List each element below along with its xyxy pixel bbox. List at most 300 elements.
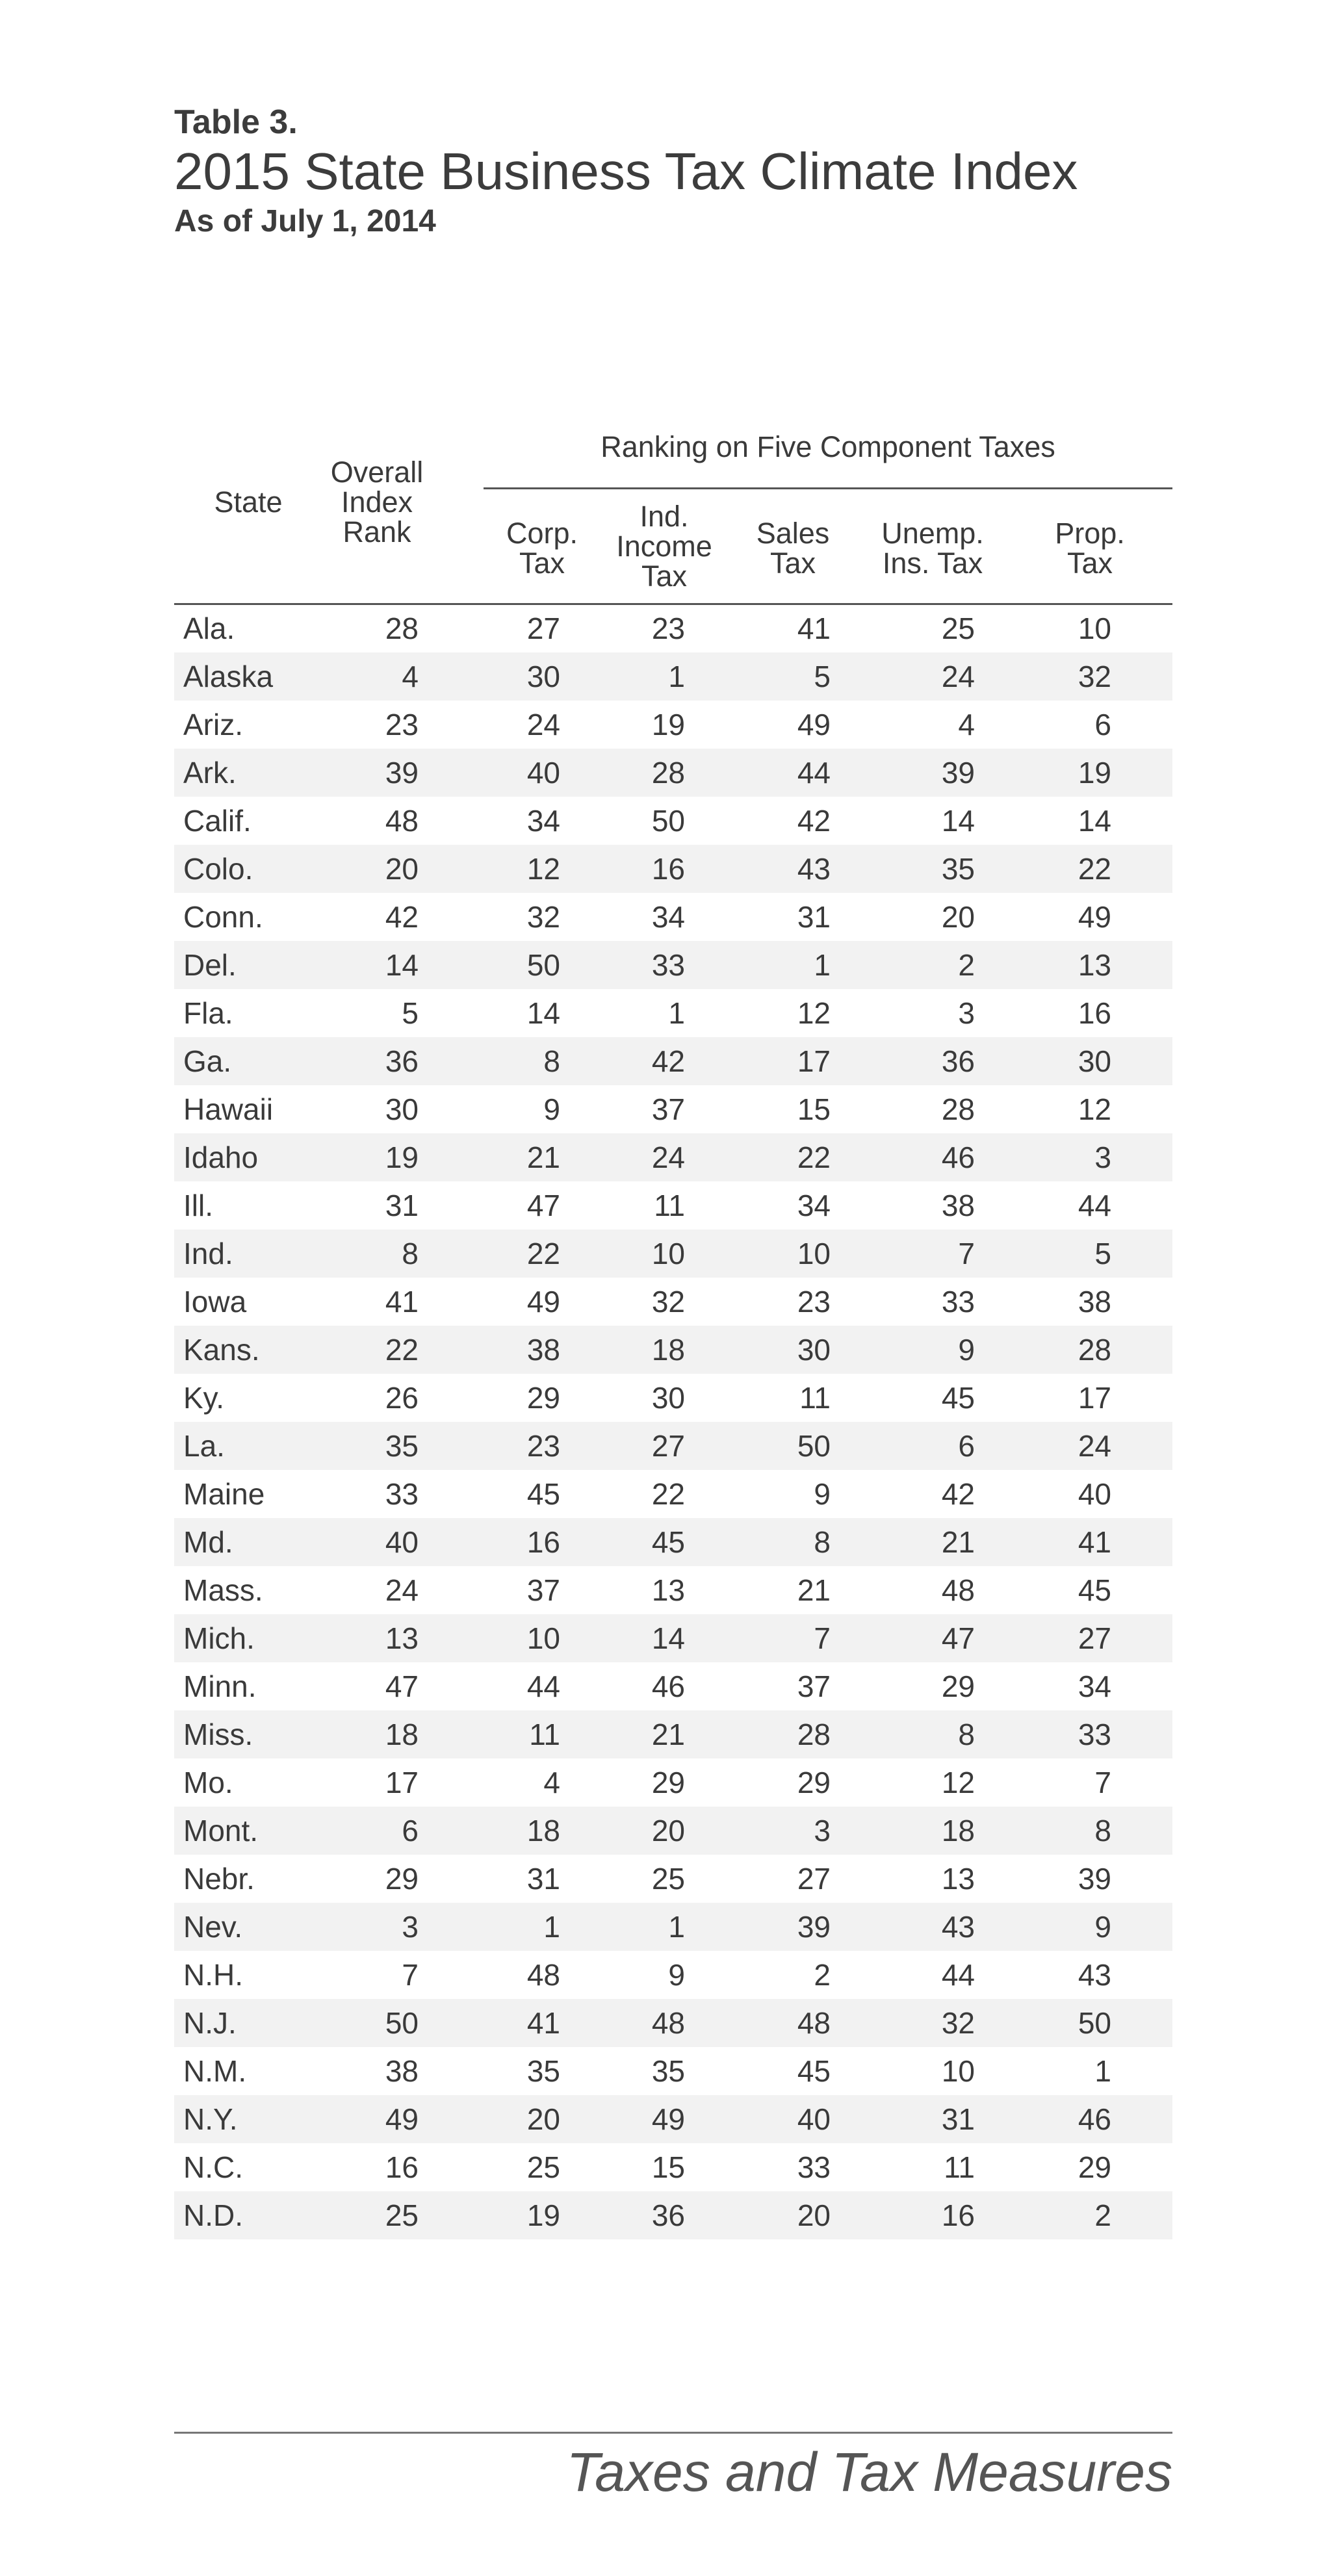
table-row bbox=[174, 1855, 1172, 1903]
cell-prop: 30 bbox=[1078, 1044, 1111, 1078]
cell-sales: 39 bbox=[797, 1910, 831, 1944]
col-header-sales-line2: Tax bbox=[769, 547, 816, 580]
header-rule bbox=[174, 603, 1172, 605]
table-row bbox=[174, 1470, 1172, 1518]
cell-overall: 24 bbox=[385, 1573, 419, 1607]
cell-ind: 23 bbox=[651, 612, 685, 645]
cell-overall: 50 bbox=[385, 2006, 419, 2040]
col-header-corp bbox=[484, 519, 601, 578]
table-row bbox=[174, 1807, 1172, 1855]
cell-overall: 16 bbox=[385, 2150, 419, 2184]
cell-unemp: 7 bbox=[958, 1237, 975, 1270]
cell-ind: 27 bbox=[651, 1429, 685, 1463]
cell-prop: 14 bbox=[1078, 804, 1111, 838]
col-header-prop-line2: Tax bbox=[1066, 547, 1113, 580]
table-row bbox=[174, 1566, 1172, 1614]
cell-overall: 31 bbox=[385, 1189, 419, 1222]
cell-corp: 1 bbox=[543, 1910, 560, 1944]
cell-ind: 11 bbox=[654, 1189, 685, 1222]
cell-ind: 45 bbox=[651, 1525, 685, 1559]
cell-overall: 8 bbox=[402, 1237, 419, 1270]
cell-ind: 20 bbox=[651, 1814, 685, 1848]
cell-ind: 49 bbox=[651, 2102, 685, 2136]
cell-unemp: 45 bbox=[941, 1381, 975, 1415]
cell-ind: 46 bbox=[651, 1669, 685, 1703]
cell-sales: 34 bbox=[797, 1189, 831, 1222]
cell-unemp: 6 bbox=[958, 1429, 975, 1463]
cell-state: Iowa bbox=[183, 1285, 247, 1319]
col-header-sales-line1: Sales bbox=[756, 517, 830, 550]
cell-overall: 48 bbox=[385, 804, 419, 838]
cell-sales: 12 bbox=[797, 996, 831, 1030]
cell-state: N.M. bbox=[183, 2054, 247, 2088]
cell-state: Mich. bbox=[183, 1621, 255, 1655]
cell-overall: 18 bbox=[385, 1718, 419, 1751]
cell-state: N.D. bbox=[183, 2198, 243, 2232]
cell-sales: 28 bbox=[797, 1718, 831, 1751]
col-header-ind-line1: Ind. bbox=[640, 500, 689, 533]
cell-sales: 37 bbox=[797, 1669, 831, 1703]
cell-corp: 27 bbox=[526, 612, 560, 645]
table-head bbox=[174, 422, 1172, 604]
cell-unemp: 43 bbox=[941, 1910, 975, 1944]
cell-state: Ill. bbox=[183, 1189, 213, 1222]
cell-unemp: 2 bbox=[958, 948, 975, 982]
cell-sales: 48 bbox=[797, 2006, 831, 2040]
cell-prop: 44 bbox=[1078, 1189, 1111, 1222]
cell-unemp: 25 bbox=[941, 612, 975, 645]
cell-corp: 8 bbox=[543, 1044, 560, 1078]
cell-prop: 41 bbox=[1078, 1525, 1111, 1559]
table-row bbox=[174, 1662, 1172, 1710]
cell-ind: 48 bbox=[651, 2006, 685, 2040]
cell-state: Nev. bbox=[183, 1910, 243, 1944]
cell-corp: 21 bbox=[526, 1140, 560, 1174]
cell-sales: 1 bbox=[814, 948, 831, 982]
cell-sales: 11 bbox=[799, 1381, 831, 1415]
footer-text: Taxes and Tax Measures bbox=[566, 2441, 1172, 2503]
cell-state: Minn. bbox=[183, 1669, 257, 1703]
cell-prop: 40 bbox=[1078, 1477, 1111, 1511]
cell-state: N.J. bbox=[183, 2006, 237, 2040]
cell-state: Md. bbox=[183, 1525, 233, 1559]
cell-sales: 9 bbox=[814, 1477, 831, 1511]
cell-state: Calif. bbox=[183, 804, 252, 838]
table-body bbox=[174, 604, 1172, 2239]
table-row bbox=[174, 1133, 1172, 1181]
cell-prop: 1 bbox=[1094, 2054, 1111, 2088]
cell-state: Conn. bbox=[183, 900, 263, 934]
cell-overall: 38 bbox=[385, 2054, 419, 2088]
cell-state: Fla. bbox=[183, 996, 233, 1030]
cell-sales: 50 bbox=[797, 1429, 831, 1463]
cell-prop: 17 bbox=[1078, 1381, 1111, 1415]
col-header-overall-line3: Rank bbox=[342, 515, 411, 548]
cell-corp: 50 bbox=[526, 948, 560, 982]
cell-prop: 34 bbox=[1078, 1669, 1111, 1703]
cell-overall: 41 bbox=[385, 1285, 419, 1319]
cell-unemp: 9 bbox=[958, 1333, 975, 1367]
table-row bbox=[174, 2191, 1172, 2239]
cell-state: Ind. bbox=[183, 1237, 233, 1270]
cell-overall: 22 bbox=[385, 1333, 419, 1367]
cell-ind: 1 bbox=[668, 1910, 685, 1944]
cell-sales: 2 bbox=[814, 1958, 831, 1992]
cell-prop: 50 bbox=[1078, 2006, 1111, 2040]
cell-state: N.Y. bbox=[183, 2102, 238, 2136]
cell-state: Idaho bbox=[183, 1140, 259, 1174]
cell-state: Nebr. bbox=[183, 1862, 255, 1896]
col-header-unemp-line1: Unemp. bbox=[881, 517, 984, 550]
table-row bbox=[174, 1999, 1172, 2047]
cell-unemp: 35 bbox=[941, 852, 975, 886]
cell-unemp: 47 bbox=[941, 1621, 975, 1655]
cell-unemp: 16 bbox=[941, 2198, 975, 2232]
col-header-overall-line2: Index bbox=[341, 485, 413, 519]
cell-overall: 39 bbox=[385, 756, 419, 790]
cell-unemp: 36 bbox=[941, 1044, 975, 1078]
table-row bbox=[174, 2047, 1172, 2095]
cell-corp: 4 bbox=[543, 1766, 560, 1799]
footer-rule bbox=[174, 2432, 1172, 2434]
cell-sales: 45 bbox=[797, 2054, 831, 2088]
cell-sales: 15 bbox=[797, 1092, 831, 1126]
cell-prop: 49 bbox=[1078, 900, 1111, 934]
cell-overall: 28 bbox=[385, 612, 419, 645]
cell-overall: 36 bbox=[385, 1044, 419, 1078]
table-row bbox=[174, 893, 1172, 941]
table-row bbox=[174, 749, 1172, 797]
col-header-unemp bbox=[858, 519, 1007, 578]
cell-ind: 1 bbox=[668, 660, 685, 693]
cell-sales: 5 bbox=[814, 660, 831, 693]
cell-ind: 14 bbox=[651, 1621, 685, 1655]
cell-prop: 7 bbox=[1094, 1766, 1111, 1799]
cell-unemp: 46 bbox=[941, 1140, 975, 1174]
cell-sales: 3 bbox=[814, 1814, 831, 1848]
cell-overall: 20 bbox=[385, 852, 419, 886]
table-row bbox=[174, 845, 1172, 893]
cell-unemp: 24 bbox=[941, 660, 975, 693]
cell-sales: 42 bbox=[797, 804, 831, 838]
cell-corp: 18 bbox=[526, 1814, 560, 1848]
cell-corp: 31 bbox=[526, 1862, 560, 1896]
cell-overall: 13 bbox=[385, 1621, 419, 1655]
cell-ind: 36 bbox=[651, 2198, 685, 2232]
cell-corp: 41 bbox=[526, 2006, 560, 2040]
cell-sales: 21 bbox=[797, 1573, 831, 1607]
cell-ind: 34 bbox=[651, 900, 685, 934]
cell-ind: 42 bbox=[651, 1044, 685, 1078]
cell-sales: 22 bbox=[797, 1140, 831, 1174]
cell-ind: 22 bbox=[651, 1477, 685, 1511]
table-row bbox=[174, 1326, 1172, 1374]
cell-ind: 19 bbox=[651, 708, 685, 741]
cell-sales: 29 bbox=[797, 1766, 831, 1799]
table-row bbox=[174, 1230, 1172, 1278]
cell-unemp: 13 bbox=[941, 1862, 975, 1896]
cell-corp: 38 bbox=[526, 1333, 560, 1367]
cell-corp: 45 bbox=[526, 1477, 560, 1511]
table-row bbox=[174, 797, 1172, 845]
cell-overall: 6 bbox=[402, 1814, 419, 1848]
cell-ind: 16 bbox=[651, 852, 685, 886]
cell-ind: 9 bbox=[668, 1958, 685, 1992]
cell-prop: 6 bbox=[1094, 708, 1111, 741]
table-label: Table 3. bbox=[174, 103, 298, 141]
cell-unemp: 18 bbox=[941, 1814, 975, 1848]
cell-unemp: 12 bbox=[941, 1766, 975, 1799]
cell-unemp: 32 bbox=[941, 2006, 975, 2040]
cell-ind: 33 bbox=[651, 948, 685, 982]
table-row bbox=[174, 1085, 1172, 1133]
cell-prop: 5 bbox=[1094, 1237, 1111, 1270]
cell-state: Kans. bbox=[183, 1333, 260, 1367]
cell-unemp: 48 bbox=[941, 1573, 975, 1607]
cell-ind: 30 bbox=[651, 1381, 685, 1415]
cell-corp: 24 bbox=[526, 708, 560, 741]
group-rule bbox=[484, 487, 1172, 489]
cell-state: Mass. bbox=[183, 1573, 263, 1607]
col-header-unemp-line2: Ins. Tax bbox=[882, 547, 983, 580]
cell-prop: 27 bbox=[1078, 1621, 1111, 1655]
cell-prop: 33 bbox=[1078, 1718, 1111, 1751]
cell-ind: 13 bbox=[651, 1573, 685, 1607]
cell-prop: 28 bbox=[1078, 1333, 1111, 1367]
cell-prop: 8 bbox=[1094, 1814, 1111, 1848]
cell-overall: 23 bbox=[385, 708, 419, 741]
cell-overall: 26 bbox=[385, 1381, 419, 1415]
table-row bbox=[174, 1951, 1172, 1999]
cell-corp: 44 bbox=[526, 1669, 560, 1703]
cell-unemp: 38 bbox=[941, 1189, 975, 1222]
cell-corp: 25 bbox=[526, 2150, 560, 2184]
table-row bbox=[174, 2143, 1172, 2191]
cell-sales: 27 bbox=[797, 1862, 831, 1896]
cell-corp: 22 bbox=[526, 1237, 560, 1270]
cell-ind: 25 bbox=[651, 1862, 685, 1896]
cell-sales: 8 bbox=[814, 1525, 831, 1559]
cell-overall: 19 bbox=[385, 1140, 419, 1174]
cell-overall: 14 bbox=[385, 948, 419, 982]
cell-corp: 30 bbox=[526, 660, 560, 693]
cell-sales: 10 bbox=[797, 1237, 831, 1270]
cell-prop: 43 bbox=[1078, 1958, 1111, 1992]
table-row bbox=[174, 1278, 1172, 1326]
cell-unemp: 33 bbox=[941, 1285, 975, 1319]
cell-ind: 21 bbox=[651, 1718, 685, 1751]
cell-prop: 24 bbox=[1078, 1429, 1111, 1463]
page-subtitle: As of July 1, 2014 bbox=[174, 204, 436, 238]
cell-sales: 17 bbox=[797, 1044, 831, 1078]
cell-unemp: 10 bbox=[941, 2054, 975, 2088]
cell-prop: 3 bbox=[1094, 1140, 1111, 1174]
cell-prop: 32 bbox=[1078, 660, 1111, 693]
table-row bbox=[174, 1422, 1172, 1470]
cell-prop: 13 bbox=[1078, 948, 1111, 982]
cell-ind: 35 bbox=[651, 2054, 685, 2088]
cell-state: Mo. bbox=[183, 1766, 233, 1799]
cell-ind: 28 bbox=[651, 756, 685, 790]
cell-ind: 32 bbox=[651, 1285, 685, 1319]
cell-unemp: 29 bbox=[941, 1669, 975, 1703]
cell-corp: 9 bbox=[543, 1092, 560, 1126]
cell-sales: 49 bbox=[797, 708, 831, 741]
cell-sales: 44 bbox=[797, 756, 831, 790]
cell-overall: 4 bbox=[402, 660, 419, 693]
cell-state: Ky. bbox=[183, 1381, 225, 1415]
cell-prop: 16 bbox=[1078, 996, 1111, 1030]
data-table bbox=[174, 422, 1172, 2239]
table-row bbox=[174, 1037, 1172, 1085]
cell-overall: 35 bbox=[385, 1429, 419, 1463]
cell-unemp: 20 bbox=[941, 900, 975, 934]
cell-ind: 1 bbox=[668, 996, 685, 1030]
cell-corp: 49 bbox=[526, 1285, 560, 1319]
cell-overall: 7 bbox=[402, 1958, 419, 1992]
cell-sales: 40 bbox=[797, 2102, 831, 2136]
cell-overall: 30 bbox=[385, 1092, 419, 1126]
cell-state: Maine bbox=[183, 1477, 265, 1511]
cell-corp: 40 bbox=[526, 756, 560, 790]
cell-state: La. bbox=[183, 1429, 225, 1463]
cell-corp: 32 bbox=[526, 900, 560, 934]
cell-overall: 33 bbox=[385, 1477, 419, 1511]
table-row bbox=[174, 701, 1172, 749]
table-row bbox=[174, 1903, 1172, 1951]
cell-unemp: 31 bbox=[941, 2102, 975, 2136]
table-row bbox=[174, 1758, 1172, 1807]
cell-corp: 19 bbox=[526, 2198, 560, 2232]
cell-overall: 5 bbox=[402, 996, 419, 1030]
cell-prop: 46 bbox=[1078, 2102, 1111, 2136]
table-row bbox=[174, 989, 1172, 1037]
cell-prop: 39 bbox=[1078, 1862, 1111, 1896]
cell-overall: 49 bbox=[385, 2102, 419, 2136]
cell-ind: 18 bbox=[651, 1333, 685, 1367]
cell-corp: 14 bbox=[526, 996, 560, 1030]
cell-ind: 29 bbox=[651, 1766, 685, 1799]
cell-ind: 50 bbox=[651, 804, 685, 838]
page-title: 2015 State Business Tax Climate Index bbox=[174, 142, 1078, 200]
cell-unemp: 28 bbox=[941, 1092, 975, 1126]
col-header-ind bbox=[601, 502, 728, 591]
cell-prop: 19 bbox=[1078, 756, 1111, 790]
table-row bbox=[174, 941, 1172, 989]
cell-prop: 45 bbox=[1078, 1573, 1111, 1607]
table-row bbox=[174, 1518, 1172, 1566]
cell-sales: 23 bbox=[797, 1285, 831, 1319]
cell-overall: 47 bbox=[385, 1669, 419, 1703]
col-group-title: Ranking on Five Component Taxes bbox=[601, 430, 1055, 463]
cell-corp: 47 bbox=[526, 1189, 560, 1222]
cell-corp: 20 bbox=[526, 2102, 560, 2136]
cell-unemp: 11 bbox=[944, 2150, 975, 2184]
cell-prop: 38 bbox=[1078, 1285, 1111, 1319]
table-header bbox=[174, 103, 1078, 240]
col-header-sales bbox=[728, 519, 858, 578]
col-header-ind-line2: Income bbox=[616, 530, 712, 563]
table-row bbox=[174, 1614, 1172, 1662]
cell-unemp: 4 bbox=[958, 708, 975, 741]
cell-overall: 25 bbox=[385, 2198, 419, 2232]
cell-unemp: 42 bbox=[941, 1477, 975, 1511]
cell-state: Mont. bbox=[183, 1814, 259, 1848]
col-header-state-text: State bbox=[214, 485, 283, 519]
cell-corp: 35 bbox=[526, 2054, 560, 2088]
col-header-prop-line1: Prop. bbox=[1055, 517, 1125, 550]
cell-prop: 12 bbox=[1078, 1092, 1111, 1126]
cell-overall: 29 bbox=[385, 1862, 419, 1896]
table-row bbox=[174, 1374, 1172, 1422]
cell-state: Del. bbox=[183, 948, 237, 982]
cell-sales: 33 bbox=[797, 2150, 831, 2184]
col-header-corp-line1: Corp. bbox=[506, 517, 578, 550]
table-row bbox=[174, 1181, 1172, 1230]
cell-unemp: 14 bbox=[941, 804, 975, 838]
cell-state: Ga. bbox=[183, 1044, 232, 1078]
cell-ind: 10 bbox=[651, 1237, 685, 1270]
cell-prop: 29 bbox=[1078, 2150, 1111, 2184]
table-row bbox=[174, 1710, 1172, 1758]
cell-corp: 10 bbox=[526, 1621, 560, 1655]
cell-unemp: 3 bbox=[958, 996, 975, 1030]
cell-state: Alaska bbox=[183, 660, 274, 693]
cell-state: Ariz. bbox=[183, 708, 243, 741]
cell-prop: 2 bbox=[1094, 2198, 1111, 2232]
cell-sales: 30 bbox=[797, 1333, 831, 1367]
col-header-corp-line2: Tax bbox=[519, 547, 565, 580]
cell-ind: 37 bbox=[651, 1092, 685, 1126]
cell-sales: 20 bbox=[797, 2198, 831, 2232]
cell-overall: 3 bbox=[402, 1910, 419, 1944]
cell-corp: 37 bbox=[526, 1573, 560, 1607]
cell-corp: 12 bbox=[526, 852, 560, 886]
cell-prop: 9 bbox=[1094, 1910, 1111, 1944]
cell-unemp: 21 bbox=[941, 1525, 975, 1559]
cell-prop: 10 bbox=[1078, 612, 1111, 645]
cell-corp: 48 bbox=[526, 1958, 560, 1992]
col-header-prop bbox=[1007, 519, 1172, 578]
table-row bbox=[174, 604, 1172, 652]
cell-corp: 29 bbox=[526, 1381, 560, 1415]
cell-state: Ala. bbox=[183, 612, 235, 645]
cell-ind: 15 bbox=[651, 2150, 685, 2184]
cell-sales: 7 bbox=[814, 1621, 831, 1655]
cell-overall: 42 bbox=[385, 900, 419, 934]
cell-state: Miss. bbox=[183, 1718, 253, 1751]
table-row bbox=[174, 2095, 1172, 2143]
cell-overall: 40 bbox=[385, 1525, 419, 1559]
cell-sales: 43 bbox=[797, 852, 831, 886]
cell-state: N.H. bbox=[183, 1958, 243, 1992]
cell-state: Ark. bbox=[183, 756, 237, 790]
cell-unemp: 39 bbox=[941, 756, 975, 790]
table-row bbox=[174, 652, 1172, 701]
cell-unemp: 44 bbox=[941, 1958, 975, 1992]
cell-state: N.C. bbox=[183, 2150, 243, 2184]
cell-state: Colo. bbox=[183, 852, 253, 886]
cell-sales: 31 bbox=[797, 900, 831, 934]
cell-prop: 22 bbox=[1078, 852, 1111, 886]
cell-unemp: 8 bbox=[958, 1718, 975, 1751]
cell-corp: 16 bbox=[526, 1525, 560, 1559]
col-header-state bbox=[174, 487, 322, 517]
cell-sales: 41 bbox=[797, 612, 831, 645]
col-header-overall-line1: Overall bbox=[330, 456, 424, 489]
cell-state: Hawaii bbox=[183, 1092, 274, 1126]
col-header-overall bbox=[322, 457, 432, 547]
